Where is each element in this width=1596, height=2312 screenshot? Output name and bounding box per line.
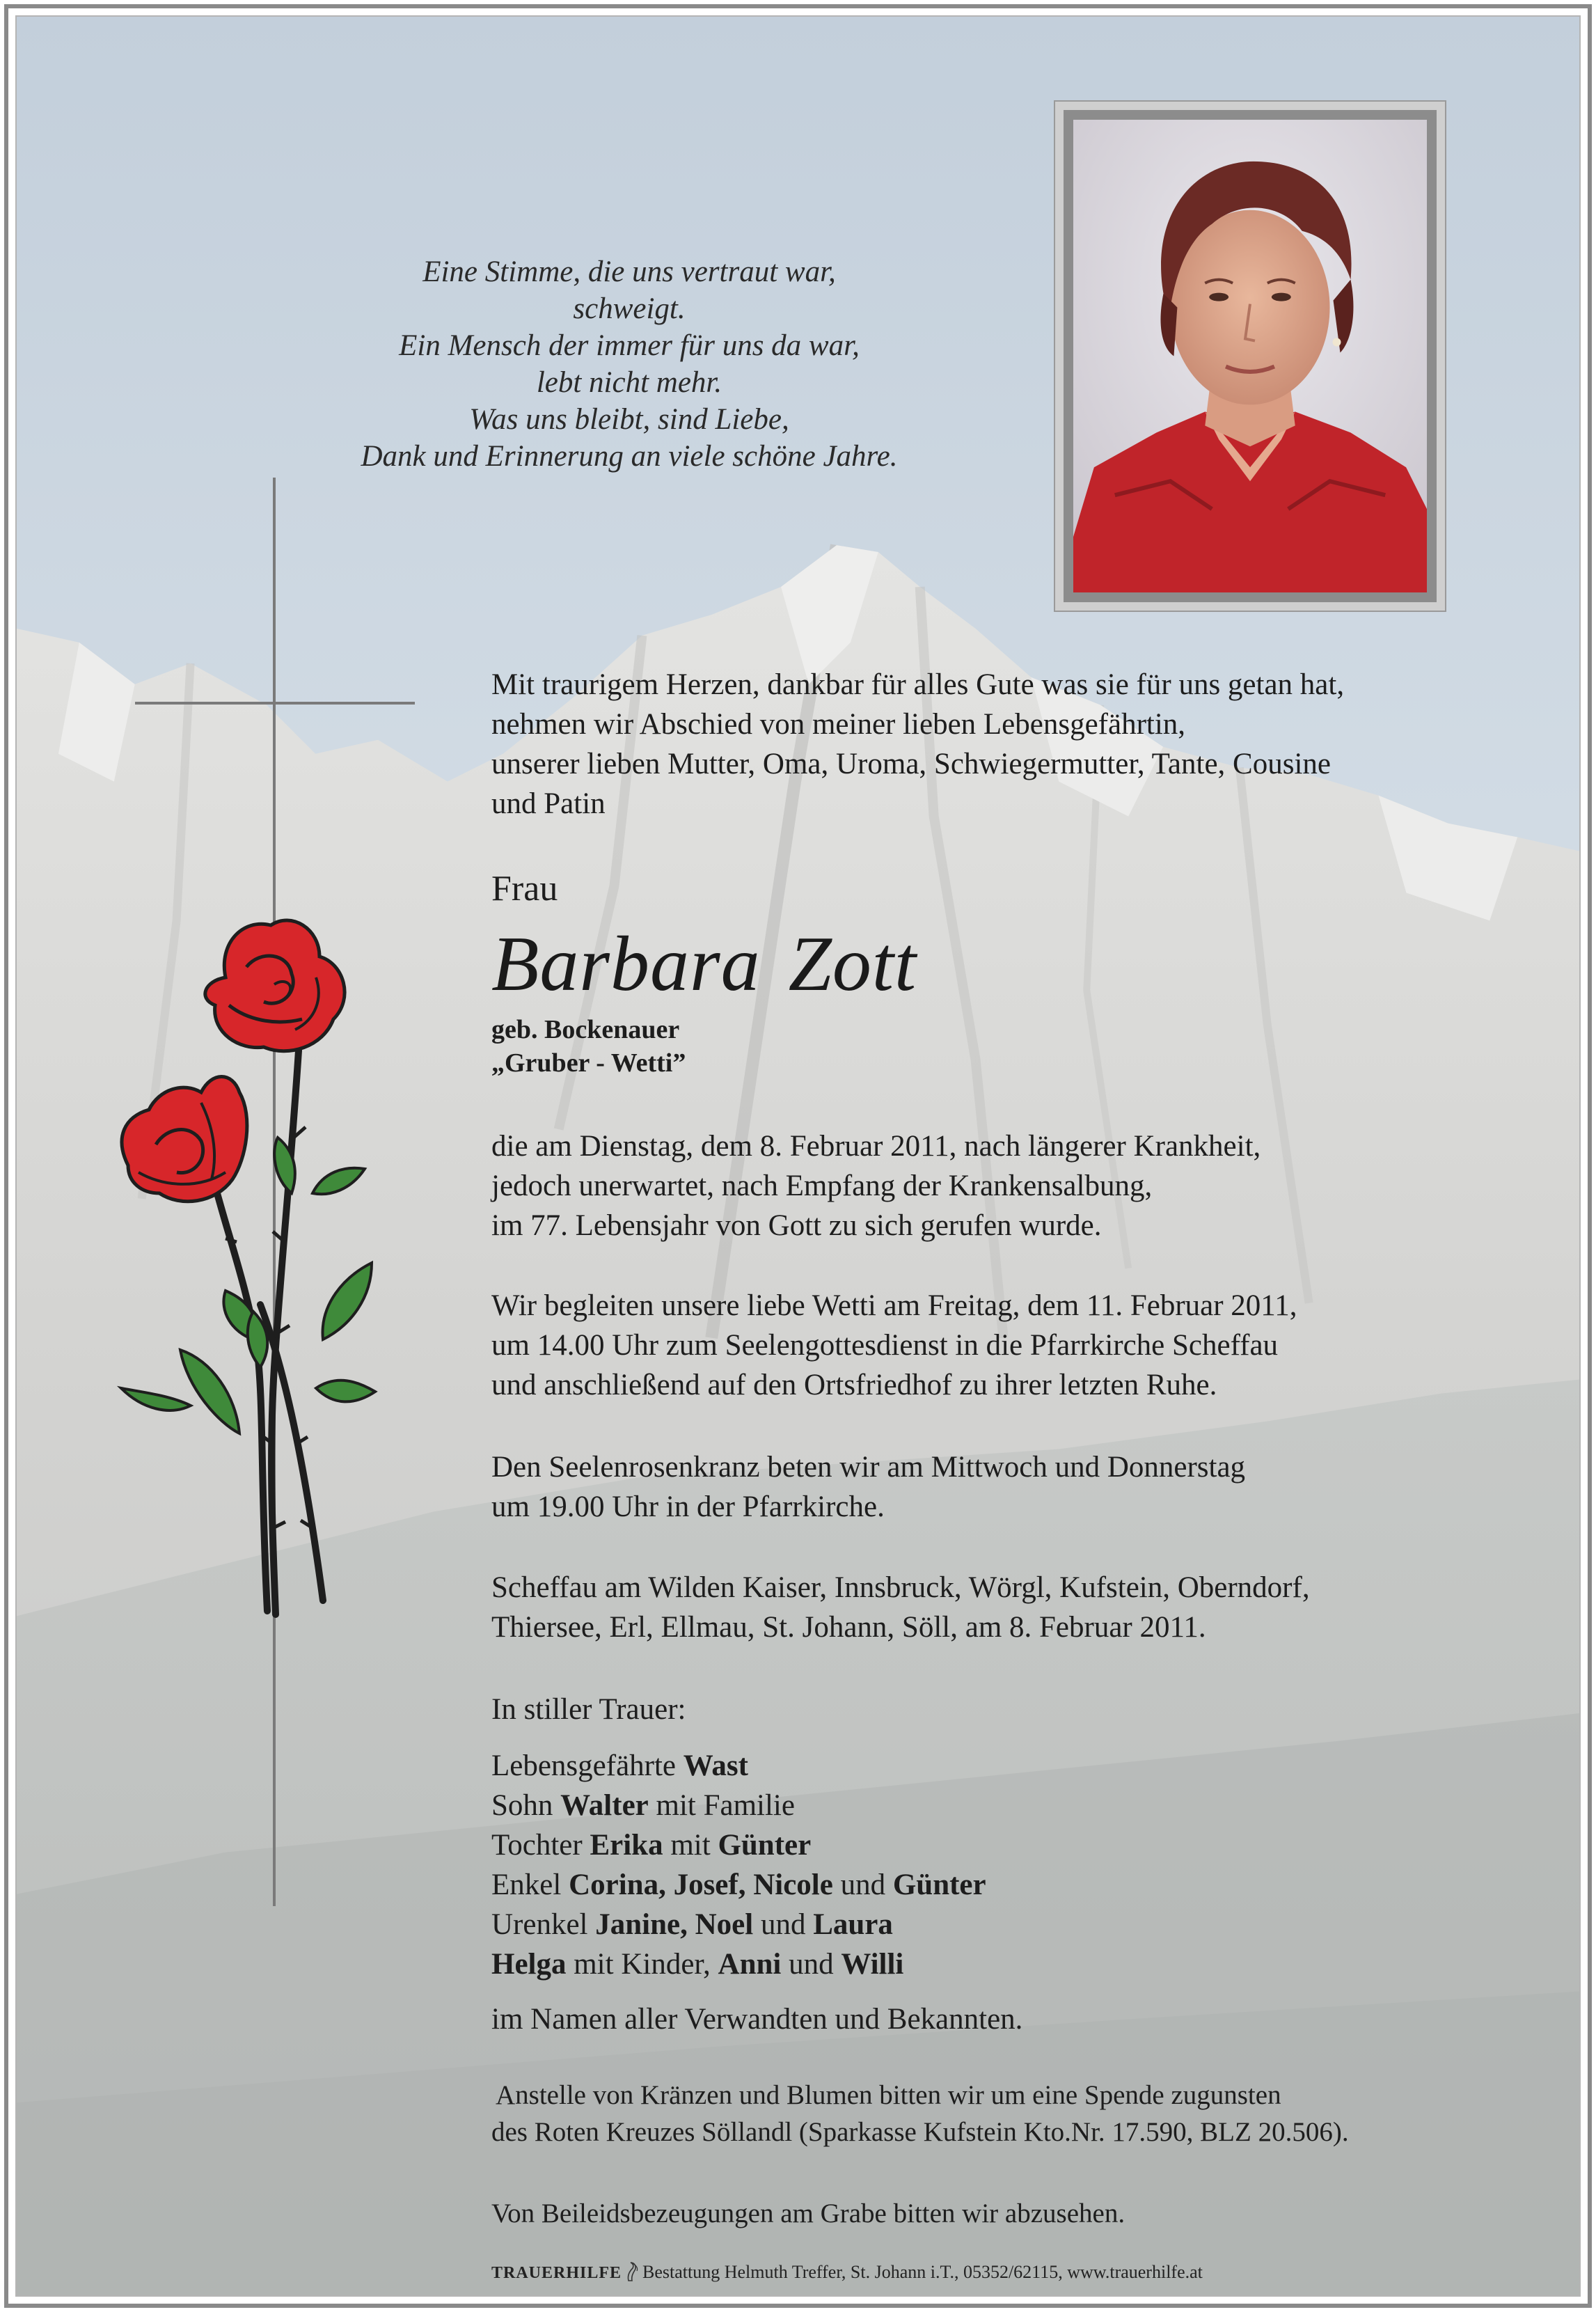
- verse-line: Was uns bleibt, sind Liebe,: [469, 403, 789, 436]
- verse-line: Dank und Erinnerung an viele schöne Jahre.: [361, 440, 898, 473]
- verse-line: schweigt.: [573, 292, 686, 325]
- family-relation-text: Urenkel: [491, 1908, 596, 1941]
- funeral-line: Wir begleiten unsere liebe Wetti am Freitag, dem 11. Februar 2011,: [491, 1289, 1297, 1322]
- rosary-line: um 19.00 Uhr in der Pfarrkirche.: [491, 1491, 885, 1523]
- portrait-image: [1073, 120, 1427, 592]
- family-row: [491, 1786, 986, 1825]
- family-member-name: Erika: [590, 1829, 663, 1862]
- family-row: [491, 1825, 986, 1865]
- nickname: „Gruber - Wetti”: [491, 1048, 686, 1078]
- deceased-first-name: Barbara: [491, 921, 761, 1007]
- death-line: jedoch unerwartet, nach Empfang der Krankensalbung,: [491, 1170, 1153, 1202]
- family-member-name: Janine, Noel: [595, 1908, 754, 1941]
- family-relation-text: Tochter: [491, 1829, 590, 1862]
- family-member-name: Günter: [892, 1869, 986, 1901]
- rosary-line: Den Seelenrosenkranz beten wir am Mittwoch und Donnerstag: [491, 1451, 1246, 1484]
- family-list: [491, 1746, 986, 1984]
- donation-line: des Roten Kreuzes Söllandl (Sparkasse Kufstein Kto.Nr. 17.590, BLZ 20.506).: [491, 2117, 1349, 2147]
- donation-paragraph: [491, 2077, 1349, 2150]
- family-row: [491, 1905, 986, 1944]
- family-member-name: Laura: [813, 1908, 893, 1941]
- family-relation-text: mit: [663, 1829, 718, 1862]
- names-all-line: im Namen aller Verwandten und Bekannten.: [491, 2003, 1023, 2036]
- intro-line: unserer lieben Mutter, Oma, Uroma, Schwiegermutter, Tante, Cousine: [491, 748, 1331, 780]
- family-member-name: Corina, Josef, Nicole: [569, 1869, 833, 1901]
- family-row: [491, 1746, 986, 1786]
- funeral-line: um 14.00 Uhr zum Seelengottesdienst in die Pfarrkirche Scheffau: [491, 1329, 1279, 1362]
- family-relation-text: und: [832, 1869, 893, 1901]
- portrait-photo: [1073, 120, 1427, 592]
- family-member-name: Willi: [841, 1948, 904, 1981]
- family-member-name: Helga: [491, 1948, 567, 1981]
- rose-icon: [114, 915, 393, 1628]
- death-line: die am Dienstag, dem 8. Februar 2011, nach längerer Krankheit,: [491, 1130, 1261, 1163]
- footer-text: Bestattung Helmuth Treffer, St. Johann i.T., 05352/62115, www.trauerhilfe.at: [642, 2262, 1203, 2282]
- intro-paragraph: [491, 665, 1344, 824]
- family-member-name: Günter: [718, 1829, 812, 1862]
- death-line: im 77. Lebensjahr von Gott zu sich gerufen wurde.: [491, 1209, 1102, 1242]
- funeral-paragraph: [491, 1286, 1297, 1405]
- family-relation-text: Lebensgefährte: [491, 1749, 684, 1782]
- funeral-line: und anschließend auf den Ortsfriedhof zu ihrer letzten Ruhe.: [491, 1369, 1217, 1401]
- birth-name-block: [491, 1013, 686, 1080]
- family-row: [491, 1944, 986, 1984]
- family-member-name: Walter: [560, 1789, 649, 1822]
- verse-line: Eine Stimme, die uns vertraut war,: [422, 255, 836, 288]
- rosary-paragraph: [491, 1447, 1245, 1527]
- family-relation-text: mit Familie: [648, 1789, 795, 1822]
- places-paragraph: [491, 1568, 1310, 1647]
- trauerhilfe-logo-icon: [624, 2261, 640, 2282]
- donation-line: Anstelle von Kränzen und Blumen bitten wir um eine Spende zugunsten: [496, 2080, 1281, 2110]
- intro-line: nehmen wir Abschied von meiner lieben Lebensgefährtin,: [491, 708, 1186, 741]
- salutation: Frau: [491, 869, 558, 909]
- condolence-line: Von Beileidsbezeugungen am Grabe bitten wir abzusehen.: [491, 2199, 1125, 2228]
- places-line: Thiersee, Erl, Ellmau, St. Johann, Söll, am 8. Februar 2011.: [491, 1611, 1206, 1644]
- cross-icon-bar: [135, 702, 415, 705]
- memorial-verse: [281, 253, 977, 475]
- deceased-last-name: Zott: [788, 921, 917, 1007]
- family-row: [491, 1865, 986, 1905]
- portrait-frame: [1054, 100, 1446, 612]
- family-relation-text: mit Kinder,: [566, 1948, 718, 1981]
- family-member-name: Anni: [718, 1948, 782, 1981]
- family-member-name: Wast: [683, 1749, 748, 1782]
- family-relation-text: und: [753, 1908, 814, 1941]
- verse-line: Ein Mensch der immer für uns da war,: [399, 329, 860, 362]
- footer-brand: TRAUERHILFE: [491, 2264, 622, 2282]
- family-relation-text: Sohn: [491, 1789, 561, 1822]
- birth-name: geb. Bockenauer: [491, 1015, 680, 1044]
- mourning-heading: In stiller Trauer:: [491, 1693, 686, 1726]
- family-relation-text: Enkel: [491, 1869, 569, 1901]
- death-paragraph: [491, 1126, 1261, 1245]
- intro-line: und Patin: [491, 787, 606, 820]
- deceased-name: [491, 922, 917, 1006]
- family-relation-text: und: [781, 1948, 842, 1981]
- places-line: Scheffau am Wilden Kaiser, Innsbruck, Wörgl, Kufstein, Oberndorf,: [491, 1571, 1310, 1604]
- intro-line: Mit traurigem Herzen, dankbar für alles Gute was sie für uns getan hat,: [491, 668, 1345, 701]
- verse-line: lebt nicht mehr.: [536, 366, 722, 399]
- footer: [491, 2260, 1203, 2285]
